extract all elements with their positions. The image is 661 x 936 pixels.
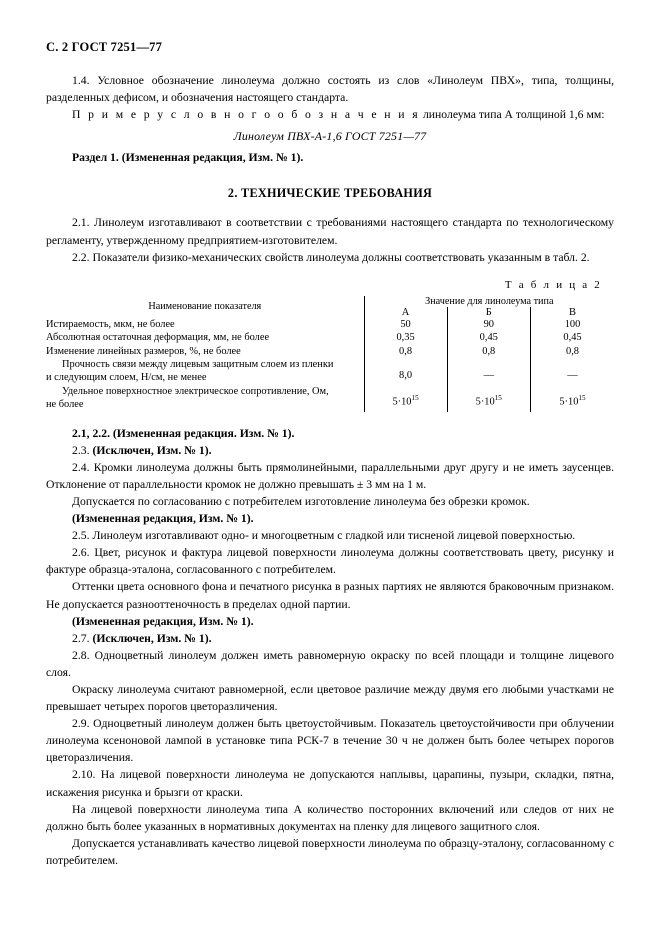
page-content <box>46 72 614 869</box>
section-2-title: 2. ТЕХНИЧЕСКИЕ ТРЕБОВАНИЯ <box>227 186 433 201</box>
clause-1-4-example-value: Линолеум ПВХ-А-1,6 ГОСТ 7251—77 <box>233 129 427 144</box>
row-name-bond-strength-line2: и следующим слоем, Н/см, не менее <box>46 372 207 384</box>
clause-2-3-prefix: 2.3. <box>72 443 93 457</box>
table-header-type-b: Б <box>447 307 530 318</box>
resistivity-a-exponent: 15 <box>411 394 419 403</box>
row-value-deformation-v: 0,45 <box>531 331 615 344</box>
resistivity-a-base: 5·10 <box>392 396 412 408</box>
table-row <box>46 318 614 331</box>
note-2-1-2-2: 2.1, 2.2. (Измененная редакция. Изм. № 1). <box>72 426 295 440</box>
clause-2-6-note: Оттенки цвета основного фона и печатного рисунка в разных партиях не являются браковочным признаком. Не допускается разнооттеночность в пределах одной партии. <box>46 580 614 611</box>
page-header: С. 2 ГОСТ 7251—77 <box>46 40 163 54</box>
table-row <box>46 358 614 385</box>
resistivity-v-exponent: 15 <box>578 394 586 403</box>
row-name-deformation: Абсолютная остаточная деформация, мм, не более <box>46 332 270 344</box>
table-header-type-v: В <box>531 307 615 318</box>
row-value-abrasion-b: 90 <box>447 318 530 331</box>
clause-2-6: 2.6. Цвет, рисунок и фактура лицевой поверхности линолеума должны соответствовать цвету, рисунку и фактуре образца-эталона, согласованного с потребителем. <box>46 546 614 577</box>
example-label-rest: линолеума типа А толщиной 1,6 мм: <box>420 108 605 122</box>
note-2-6: (Измененная редакция, Изм. № 1). <box>72 614 254 628</box>
clause-1-4-example-label <box>46 106 614 123</box>
clause-2-4: 2.4. Кромки линолеума должны быть прямолинейными, параллельными друг другу и не иметь заусенцев. Отклонение от параллельности кромок не должно превышать ± 3 мм на 1 м. <box>46 460 614 491</box>
row-value-deformation-b: 0,45 <box>447 331 530 344</box>
row-value-bond-b: — <box>447 358 530 385</box>
clause-2-8: 2.8. Одноцветный линолеум должен иметь равномерную окраску по всей площади и толщине лицевого слоя. <box>46 648 614 679</box>
row-value-dimension-v: 0,8 <box>531 345 615 358</box>
row-value-resistivity-v <box>531 385 615 412</box>
row-name-dimension-change: Изменение линейных размеров, %, не более <box>46 345 241 357</box>
clause-2-10-note2: Допускается устанавливать качество лицевой поверхности линолеума по образцу-эталону, согласованному с потребителем. <box>46 836 614 867</box>
clause-2-10: 2.10. На лицевой поверхности линолеума не допускаются наплывы, царапины, пузыри, складки, пятна, искажения рисунка и брызги от краски. <box>46 768 614 799</box>
clause-2-7-bold: (Исключен, Изм. № 1). <box>92 631 212 645</box>
row-value-abrasion-v: 100 <box>531 318 615 331</box>
row-value-dimension-b: 0,8 <box>447 345 530 358</box>
resistivity-b-base: 5·10 <box>475 396 495 408</box>
specifications-table <box>46 296 614 412</box>
clause-2-9: 2.9. Одноцветный линолеум должен быть цветоустойчивым. Показатель цветоустойчивости при облучении линолеума ксеноновой лампой в установке типа РСК-7 в течение 30 ч не должен быть более четырех порогов цветоразличения. <box>46 717 614 765</box>
row-name-resistivity-line1: Удельное поверхностное электрическое сопротивление, Ом, <box>62 385 329 397</box>
table-header-group: Значение для линолеума типа <box>364 296 614 307</box>
clause-2-7 <box>46 630 614 647</box>
row-name-bond-strength <box>46 358 364 385</box>
note-2-4: (Измененная редакция, Изм. № 1). <box>72 512 254 526</box>
row-value-abrasion-a: 50 <box>364 318 447 331</box>
row-name-resistivity-line2: не более <box>46 399 84 411</box>
example-label-spaced: П р и м е р у с л о в н о г о о б о з н а ч е н и я <box>72 108 421 122</box>
clause-2-1: 2.1. Линолеум изготавливают в соответствии с требованиями настоящего стандарта по технологическому регламенту, утвержденному предприятием-изготовителем. <box>46 216 614 247</box>
row-name-abrasion: Истираемость, мкм, не более <box>46 318 175 330</box>
clause-2-8-note: Окраску линолеума считают равномерной, если цветовое различие между двумя его любыми участками не превышает четырех порогов цветоразличения. <box>46 683 614 714</box>
clause-2-10-note: На лицевой поверхности линолеума типа А количество посторонних включений или следов от них не должно быть более указанных в нормативных документах на пленку для лицевого защитного слоя. <box>46 802 614 833</box>
spacer <box>46 201 614 214</box>
section-1-note <box>46 149 614 166</box>
resistivity-v-base: 5·10 <box>559 396 579 408</box>
row-value-bond-v: — <box>531 358 615 385</box>
row-value-bond-a: 8,0 <box>364 358 447 385</box>
resistivity-b-exponent: 15 <box>494 394 502 403</box>
row-name-bond-strength-line1: Прочность связи между лицевым защитным слоем из пленки <box>62 358 334 370</box>
clause-1-4: 1.4. Условное обозначение линолеума должно состоять из слов «Линолеум ПВХ», типа, толщины, разделенных дефисом, и обозначения настоящего стандарта. <box>46 74 614 105</box>
spacer <box>46 166 614 186</box>
clause-2-4-note: Допускается по согласованию с потребителем изготовление линолеума без обрезки кромок. <box>72 494 530 508</box>
table-row <box>46 331 614 344</box>
row-value-resistivity-b <box>447 385 530 412</box>
table-label: Т а б л и ц а 2 <box>504 278 602 291</box>
table-row <box>46 345 614 358</box>
clause-2-2: 2.2. Показатели физико-механических свойств линолеума должны соответствовать указанным в табл. 2. <box>72 250 590 264</box>
section-1-note-text: Раздел 1. (Измененная редакция, Изм. № 1). <box>72 151 304 165</box>
row-value-deformation-a: 0,35 <box>364 331 447 344</box>
row-value-resistivity-a <box>364 385 447 412</box>
table-header-type-a: А <box>364 307 447 318</box>
clause-2-7-prefix: 2.7. <box>72 631 93 645</box>
table-header-row-1 <box>46 296 614 307</box>
clause-2-5: 2.5. Линолеум изготавливают одно- и многоцветным с гладкой или тисненой лицевой поверхностью. <box>72 529 576 543</box>
clause-2-3-bold: (Исключен, Изм. № 1). <box>92 443 212 457</box>
spacer <box>46 266 614 279</box>
row-value-dimension-a: 0,8 <box>364 345 447 358</box>
table-row <box>46 385 614 412</box>
table-header-name: Наименование показателя <box>148 301 262 313</box>
clause-2-3 <box>46 442 614 459</box>
row-name-surface-resistivity <box>46 385 364 412</box>
spacer <box>46 412 614 425</box>
